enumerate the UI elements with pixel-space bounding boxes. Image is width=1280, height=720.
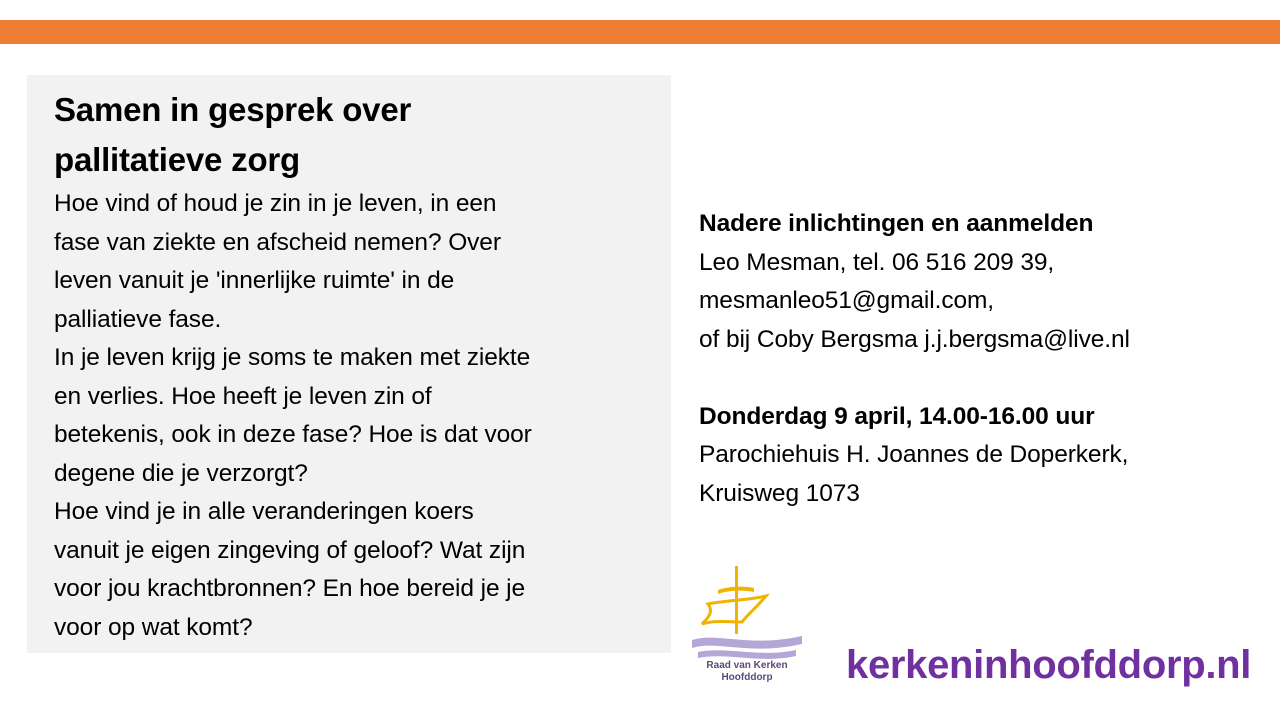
event-description-panel [27, 75, 671, 653]
event-title [54, 85, 671, 185]
logo-caption-line-1: Raad van Kerken [706, 660, 788, 671]
description-paragraph-1: Hoe vind of houd je zin in je leven, in een fase van ziekte en afscheid nemen? Over leven vanuit je 'innerlijke ruimte' in de palliatieve fase. [54, 190, 501, 333]
event-title-line-1: Samen in gesprek over [54, 91, 412, 128]
info-spacer [699, 359, 1259, 398]
event-location-name: Parochiehuis H. Joannes de Doperkerk, [699, 441, 1129, 468]
event-title-line-2: pallitatieve zorg [54, 141, 301, 178]
top-accent-bar [0, 20, 1280, 44]
logo-caption [688, 660, 806, 684]
contact-email: mesmanleo51@gmail.com, [699, 287, 995, 314]
info-heading: Nadere inlichtingen en aanmelden [699, 210, 1094, 237]
description-paragraph-2: In je leven krijg je soms te maken met ziekte en verlies. Hoe heeft je leven zin of betekenis, ook in deze fase? Hoe is dat voor degene die je verzorgt? [54, 344, 532, 487]
contact-alternative: of bij Coby Bergsma j.j.bergsma@live.nl [699, 325, 1130, 353]
website-link[interactable]: kerkeninhoofddorp.nl [846, 643, 1252, 687]
event-location-address: Kruisweg 1073 [699, 479, 860, 507]
contact-info-block [699, 205, 1259, 513]
event-date: Donderdag 9 april, 14.00-16.00 uur [699, 402, 1095, 430]
contact-phone: Leo Mesman, tel. 06 516 209 39, [699, 248, 1055, 276]
logo-caption-line-2: Hoofddorp [721, 672, 773, 683]
description-paragraph-3: Hoe vind je in alle veranderingen koers vanuit je eigen zingeving of geloof? Wat zijn voor jou krachtbronnen? En hoe bereid je je voor op wat komt? [54, 498, 526, 641]
